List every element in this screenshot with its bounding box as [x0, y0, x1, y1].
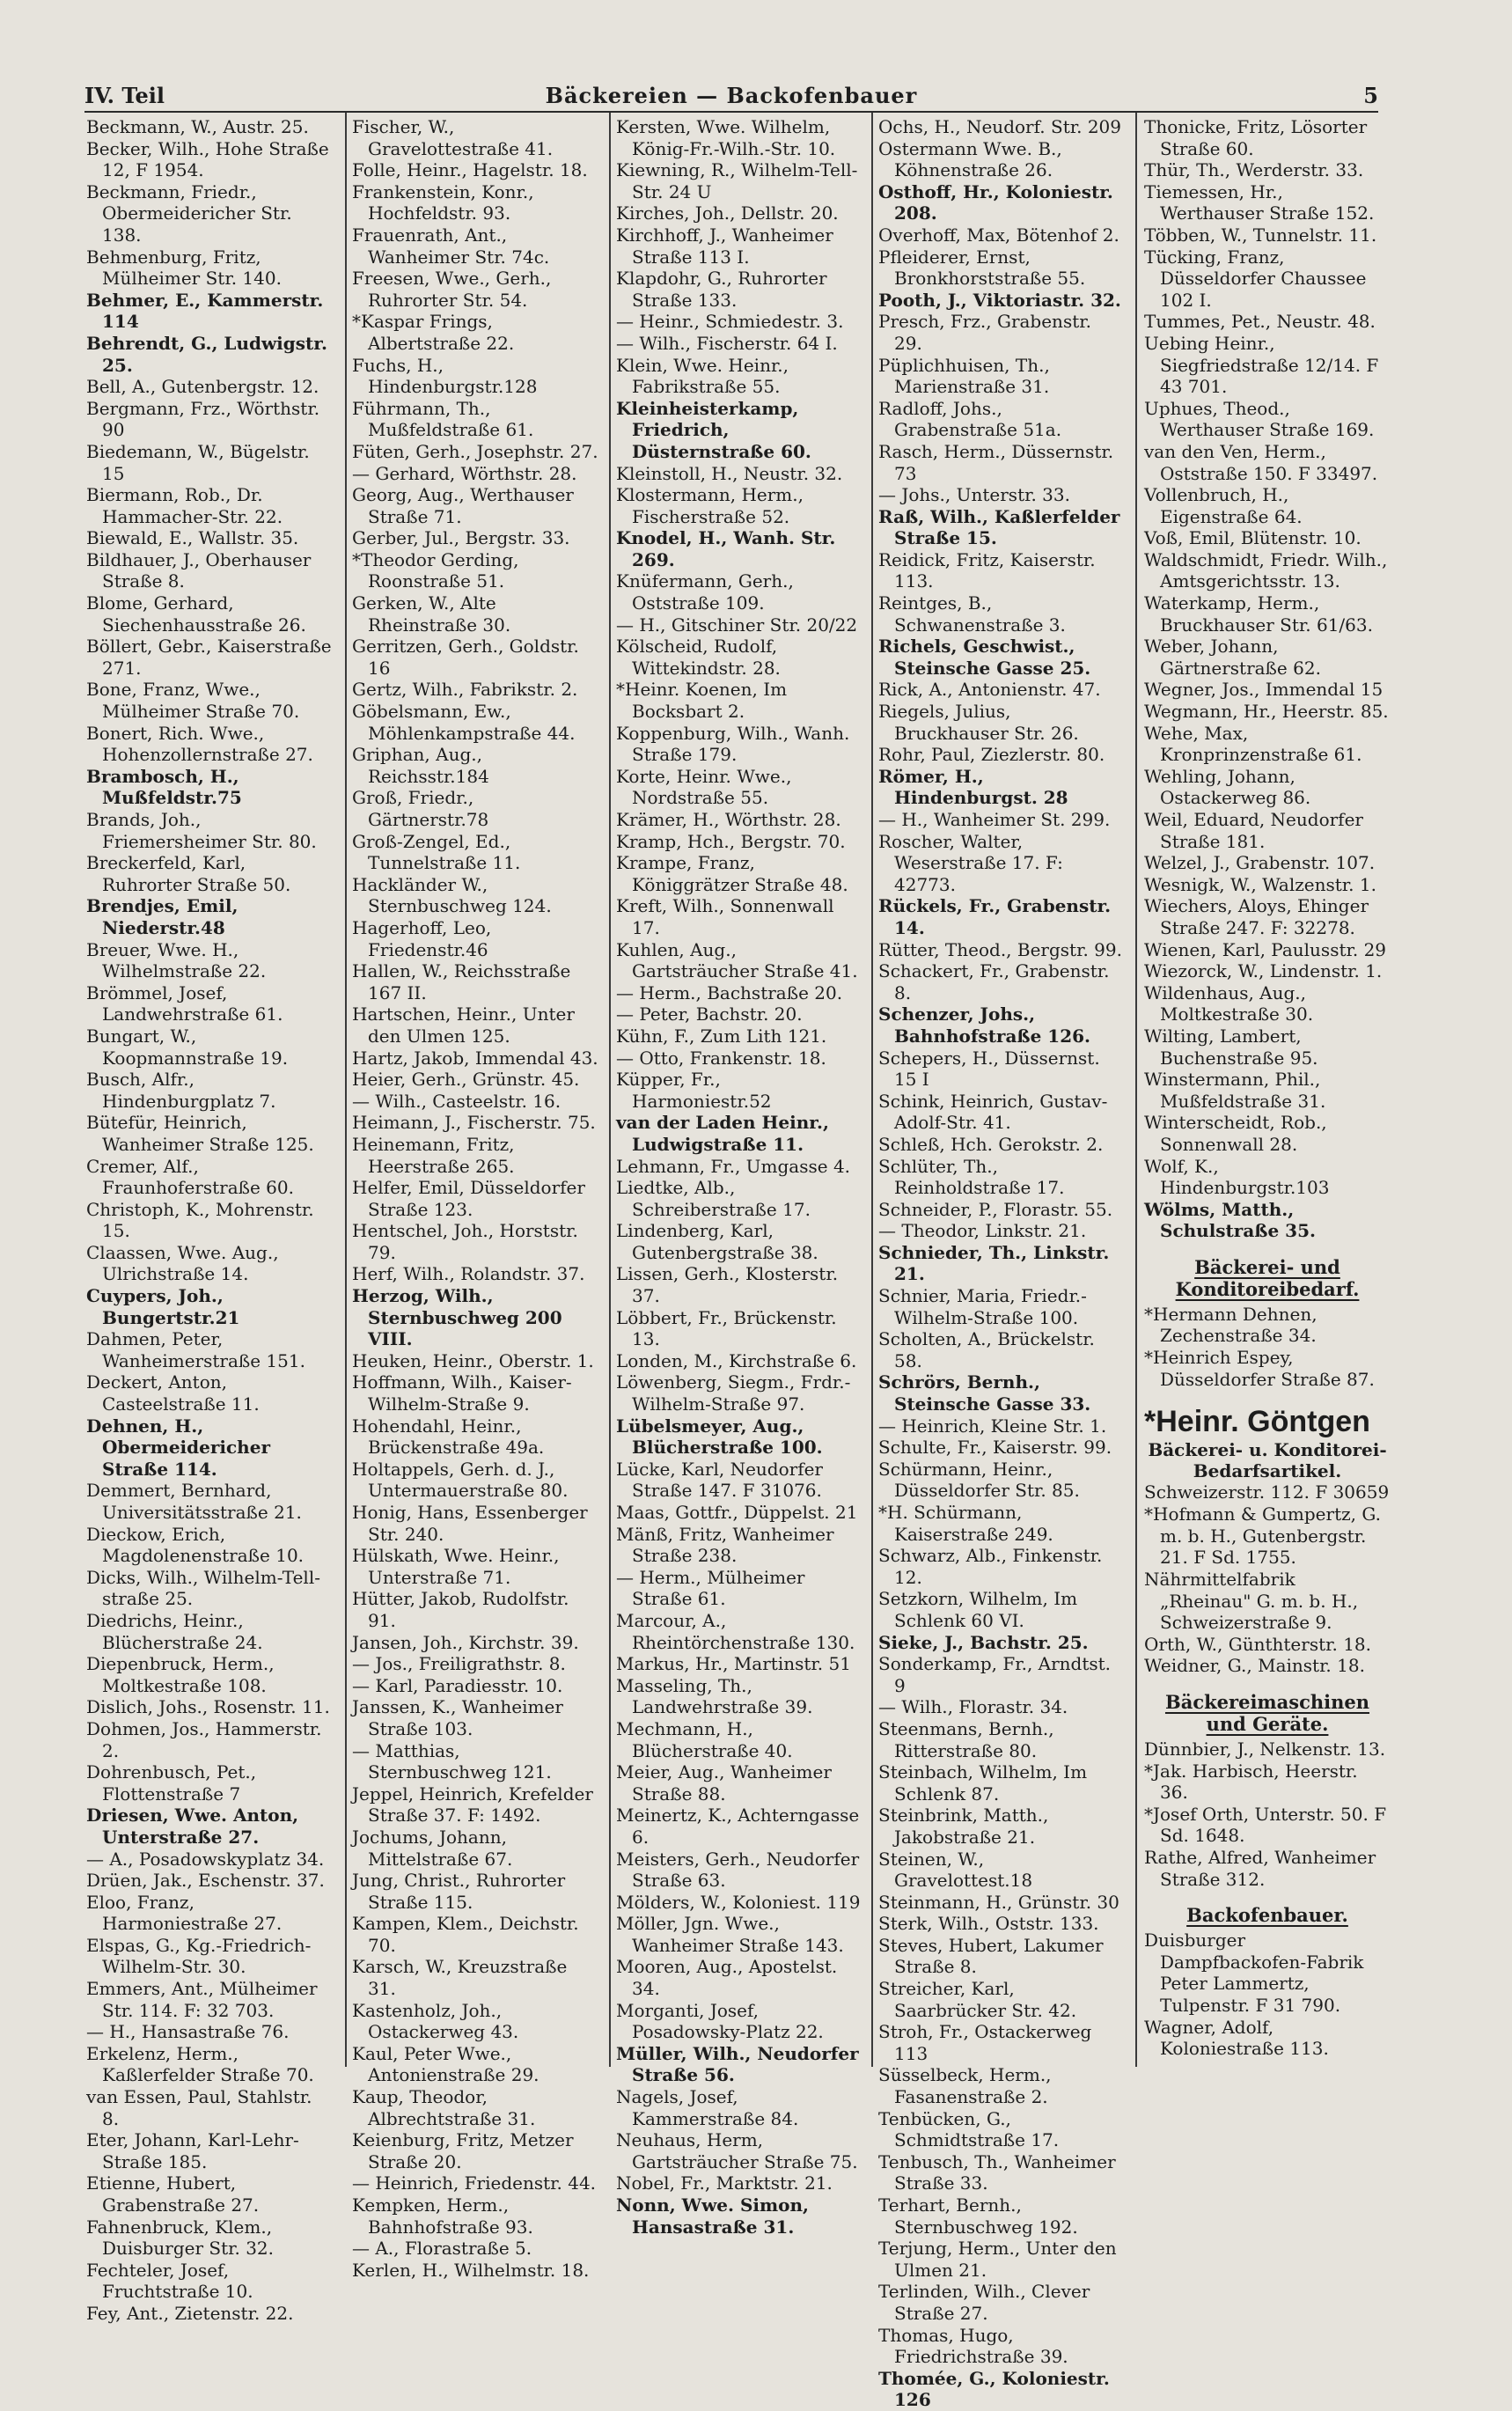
directory-entry: Thomée, G., Koloniestr. 126 — [878, 2367, 1110, 2411]
directory-entry: Bungart, W., Koopmannstraße 19. — [86, 1025, 289, 1069]
directory-entry: Bell, A., Gutenbergstr. 12. — [86, 376, 319, 398]
directory-entry: Bonert, Rich. Wwe., Hohenzollernstraße 27. — [86, 722, 313, 766]
column-2 — [352, 116, 598, 2281]
directory-entry: — Peter, Bachstr. 20. — [616, 1003, 803, 1025]
directory-entry: Wilting, Lambert, Buchenstraße 95. — [1144, 1025, 1318, 1069]
directory-entry: Honig, Hans, Essenberger Str. 240. — [352, 1502, 588, 1545]
directory-entry: Mechmann, H., Blücherstraße 40. — [616, 1717, 793, 1761]
directory-entry: van den Ven, Herm., Oststraße 150. F 33497. — [1144, 440, 1378, 484]
directory-entry: Knüfermann, Gerh., Oststraße 109. — [616, 570, 794, 614]
directory-entry: Fahnenbruck, Klem., Duisburger Str. 32. — [86, 2216, 274, 2260]
directory-entry: Behmer, E., Kammerstr. 114 — [86, 289, 324, 333]
directory-entry: Kirchhoff, J., Wanheimer Straße 113 I. — [616, 224, 833, 268]
directory-entry: Süsselbeck, Herm., Fasanenstraße 2. — [878, 2064, 1052, 2108]
column-4 — [878, 116, 1125, 2411]
directory-entry: Brands, Joh., Friemersheimer Str. 80. — [86, 809, 317, 852]
directory-entry: Möller, Jgn. Wwe., Wanheimer Straße 143. — [616, 1913, 844, 1956]
directory-entry: Helfer, Emil, Düsseldorfer Straße 123. — [352, 1177, 585, 1220]
directory-entry: Wesnigk, W., Walzenstr. 1. — [1144, 873, 1376, 895]
directory-entry: Wölms, Matth., Schulstraße 35. — [1144, 1198, 1316, 1242]
directory-entry: Terlinden, Wilh., Clever Straße 27. — [878, 2281, 1090, 2324]
directory-entry: Lücke, Karl, Neudorfer Straße 147. F 31076. — [616, 1458, 823, 1502]
directory-entry: Mänß, Fritz, Wanheimer Straße 238. — [616, 1523, 834, 1567]
directory-entry: Schlüter, Th., Reinholdstraße 17. — [878, 1155, 1065, 1199]
directory-entry: — H., Gitschiner Str. 20/22 — [616, 614, 858, 636]
directory-entry: Claassen, Wwe. Aug., Ulrichstraße 14. — [86, 1241, 279, 1285]
directory-entry: Frankenstein, Konr., Hochfeldstr. 93. — [352, 180, 534, 224]
directory-entry: Rick, A., Antonienstr. 47. — [878, 679, 1101, 701]
directory-entry: Kühn, F., Zum Lith 121. — [616, 1025, 827, 1047]
directory-entry: — Gerhard, Wörthstr. 28. — [352, 462, 577, 484]
directory-entry: Thür, Th., Werderstr. 33. — [1144, 159, 1364, 181]
directory-entry: Schepers, H., Düssernst. 15 I — [878, 1047, 1100, 1091]
directory-entry: Schulte, Fr., Kaiserstr. 99. — [878, 1437, 1112, 1459]
directory-entry: Heier, Gerh., Grünstr. 45. — [352, 1069, 580, 1091]
directory-entry: Wehling, Johann, Ostackerweg 86. — [1144, 765, 1311, 809]
directory-entry: Pooth, J., Viktoriastr. 32. — [878, 289, 1121, 311]
directory-entry: Thomas, Hugo, Friedrichstraße 39. — [878, 2324, 1068, 2368]
directory-entry: Nagels, Josef, Kammerstraße 84. — [616, 2086, 799, 2129]
directory-entry: Biewald, E., Wallstr. 35. — [86, 527, 299, 549]
directory-entry: Elspas, G., Kg.-Friedrich-Wilhelm-Str. 30. — [86, 1934, 312, 1978]
directory-entry: Fey, Ant., Zietenstr. 22. — [86, 2302, 294, 2324]
directory-entry: Georg, Aug., Werthauser Straße 71. — [352, 484, 574, 527]
directory-entry: Korte, Heinr. Wwe., Nordstraße 55. — [616, 765, 792, 809]
directory-entry: Kastenholz, Joh., Ostackerweg 43. — [352, 1999, 519, 2043]
directory-entry: Uphues, Theod., Werthauser Straße 169. — [1144, 397, 1375, 441]
directory-entry: Kleinheisterkamp, Friedrich, Düsternstraße 60. — [616, 397, 811, 462]
directory-entry: Dicks, Wilh., Wilhelm-Tell-straße 25. — [86, 1566, 320, 1610]
directory-entry: Kaup, Theodor, Albrechtstraße 31. — [352, 2086, 536, 2129]
directory-entry: Nobel, Fr., Marktstr. 21. — [616, 2172, 833, 2194]
part-label: IV. Teil — [84, 83, 165, 108]
directory-entry: — Wilh., Florastr. 34. — [878, 1696, 1068, 1718]
directory-entry: Karsch, W., Kreuzstraße 31. — [352, 1956, 568, 2000]
directory-entry: Groß-Zengel, Ed., Tunnelstraße 11. — [352, 830, 521, 874]
directory-entry: Wolf, K., Hindenburgstr.103 — [1144, 1155, 1330, 1199]
directory-entry: — Wilh., Casteelstr. 16. — [352, 1090, 561, 1112]
directory-entry: Krampe, Franz, Königgrätzer Straße 48. — [616, 852, 848, 895]
directory-entry: Keienburg, Fritz, Metzer Straße 20. — [352, 2129, 574, 2172]
directory-entry: Dislich, Johs., Rosenstr. 11. — [86, 1696, 330, 1718]
directory-entry: Waterkamp, Herm., Bruckhauser Str. 61/63. — [1144, 592, 1373, 636]
directory-entry: Brambosch, H., Mußfeldstr.75 — [86, 765, 242, 809]
directory-entry: Wagner, Adolf, Koloniestraße 113. — [1144, 2016, 1329, 2060]
column-5 — [1144, 116, 1391, 2088]
directory-entry: Radloff, Johs., Grabenstraße 51a. — [878, 397, 1062, 441]
page-title: Bäckereien — Backofenbauer — [545, 83, 918, 108]
directory-entry: *Hermann Dehnen, Zechenstraße 34. — [1144, 1303, 1317, 1347]
directory-entry: Többen, W., Tunnelstr. 11. — [1144, 224, 1377, 246]
directory-entry: Welzel, J., Grabenstr. 107. — [1144, 852, 1376, 874]
directory-entry: Fischer, W., Gravelottestraße 41. — [352, 116, 554, 159]
directory-entry: Pfleiderer, Ernst, Bronkhorststraße 55. — [878, 246, 1086, 290]
page-number: 5 — [1363, 83, 1378, 108]
column-3 — [616, 116, 862, 2238]
directory-entry: Koppenburg, Wilh., Wanh. Straße 179. — [616, 722, 850, 766]
directory-entry: *Jak. Harbisch, Heerstr. 36. — [1144, 1760, 1358, 1804]
directory-entry: Orth, W., Günthterstr. 18. — [1144, 1633, 1371, 1655]
directory-entry: Kerlen, H., Wilhelmstr. 18. — [352, 2259, 590, 2281]
directory-entry: Lehmann, Fr., Umgasse 4. — [616, 1155, 851, 1177]
directory-entry: Brömmel, Josef, Landwehrstraße 61. — [86, 981, 283, 1025]
directory-entry: Streicher, Karl, Saarbrücker Str. 42. — [878, 1978, 1077, 2021]
directory-entry: Steinbrink, Matth., Jakobstraße 21. — [878, 1805, 1049, 1848]
directory-entry: Biermann, Rob., Dr. Hammacher-Str. 22. — [86, 484, 283, 527]
directory-entry: Dohrenbusch, Pet., Flottenstraße 7 — [86, 1761, 257, 1805]
column-divider — [345, 113, 347, 2067]
directory-entry: Rasch, Herm., Düssernstr. 73 — [878, 440, 1114, 484]
directory-entry: Etienne, Hubert, Grabenstraße 27. — [86, 2172, 260, 2216]
directory-entry: Erkelenz, Herm., Kaßlerfelder Straße 70. — [86, 2042, 314, 2086]
directory-entry: Folle, Heinr., Hagelstr. 18. — [352, 159, 588, 181]
directory-entry: Cremer, Alf., Fraunhoferstraße 60. — [86, 1155, 294, 1199]
directory-entry: Demmert, Bernhard, Universitätsstraße 21. — [86, 1480, 302, 1523]
directory-entry: Heuken, Heinr., Oberstr. 1. — [352, 1349, 594, 1371]
directory-entry: Terhart, Bernh., Sternbuschweg 192. — [878, 2194, 1078, 2238]
directory-entry: Kiewning, R., Wilhelm-Tell-Str. 24 U — [616, 159, 858, 202]
directory-entry: Sieke, J., Bachstr. 25. — [878, 1631, 1089, 1653]
directory-entry: Küpper, Fr., Harmoniestr.52 — [616, 1069, 772, 1112]
directory-entry: Stroh, Fr., Ostackerweg 113 — [878, 2021, 1092, 2064]
directory-entry: Dieckow, Erich, Magdolenenstraße 10. — [86, 1523, 305, 1567]
directory-entry: Steinbach, Wilhelm, Im Schlenk 87. — [878, 1761, 1088, 1805]
directory-entry: Klostermann, Herm., Fischerstraße 52. — [616, 484, 804, 527]
directory-entry: Jochums, Johann, Mittelstraße 67. — [352, 1826, 513, 1870]
directory-entry: Blome, Gerhard, Siechenhausstraße 26. — [86, 592, 306, 636]
directory-entry: Freesen, Wwe., Gerh., Ruhrorter Str. 54. — [352, 268, 552, 311]
directory-entry: — Heinr., Schmiedestr. 3. — [616, 311, 844, 333]
directory-entry: Janssen, K., Wanheimer Straße 103. — [352, 1696, 563, 1739]
directory-entry: Jansen, Joh., Kirchstr. 39. — [352, 1631, 579, 1653]
directory-entry: Busch, Alfr., Hindenburgplatz 7. — [86, 1069, 276, 1112]
directory-entry: Waldschmidt, Friedr. Wilh., Amtsgerichtsstr. 13. — [1144, 548, 1388, 592]
directory-entry: Heinemann, Fritz, Heerstraße 265. — [352, 1133, 515, 1177]
directory-entry: Wiezorck, W., Lindenstr. 1. — [1144, 960, 1383, 982]
directory-entry: Behrendt, G., Ludwigstr. 25. — [86, 332, 327, 376]
directory-entry: Hoffmann, Wilh., Kaiser-Wilhelm-Straße 9. — [352, 1371, 572, 1415]
directory-entry: Fechteler, Josef, Fruchtstraße 10. — [86, 2259, 253, 2303]
directory-entry: van Essen, Paul, Stahlstr. 8. — [86, 2086, 312, 2129]
directory-entry: Setzkorn, Wilhelm, Im Schlenk 60 VI. — [878, 1588, 1078, 1631]
directory-entry: *Kaspar Frings, Albertstraße 22. — [352, 311, 515, 354]
directory-entry: Schnier, Maria, Friedr.-Wilhelm-Straße 100. — [878, 1285, 1087, 1328]
directory-entry: Weil, Eduard, Neudorfer Straße 181. — [1144, 809, 1363, 852]
directory-entry: Schürmann, Heinr., Düsseldorfer Str. 85. — [878, 1458, 1080, 1502]
directory-entry: Schneider, P., Florastr. 55. — [878, 1198, 1113, 1220]
directory-entry: — A., Posadowskyplatz 34. — [86, 1848, 325, 1870]
directory-entry: — Wilh., Fischerstr. 64 I. — [616, 332, 838, 354]
directory-entry: Ostermann Wwe. B., Köhnenstraße 26. — [878, 137, 1062, 181]
directory-entry: Lindenberg, Karl, Gutenbergstraße 38. — [616, 1220, 818, 1263]
directory-entry: Wildenhaus, Aug., Moltkestraße 30. — [1144, 981, 1314, 1025]
directory-entry: Gerritzen, Gerh., Goldstr. 16 — [352, 636, 579, 679]
header-rule — [84, 111, 1378, 113]
oven-builders-list — [1144, 1930, 1391, 2060]
directory-entry: Jung, Christ., Ruhrorter Straße 115. — [352, 1870, 566, 1913]
directory-entry: Eter, Johann, Karl-Lehr-Straße 185. — [86, 2129, 299, 2172]
directory-entry: Neuhaus, Herm, Gartsträucher Straße 75. — [616, 2129, 858, 2172]
directory-entry: Behmenburg, Fritz, Mülheimer Str. 140. — [86, 246, 282, 290]
directory-entry: Kramp, Hch., Bergstr. 70. — [616, 830, 846, 852]
directory-entry: Göbelsmann, Ew., Möhlenkampstraße 44. — [352, 701, 576, 744]
directory-entry: Osthoff, Hr., Koloniestr. 208. — [878, 180, 1113, 224]
directory-entry: Biedemann, W., Bügelstr. 15 — [86, 440, 310, 484]
directory-entry: Wehe, Max, Kronprinzenstraße 61. — [1144, 722, 1362, 766]
directory-entry: Londen, M., Kirchstraße 6. — [616, 1349, 857, 1371]
directory-entry: Schleß, Hch. Gerokstr. 2. — [878, 1133, 1104, 1155]
directory-entry: Kölscheid, Rudolf, Wittekindstr. 28. — [616, 636, 781, 679]
directory-entry: Marcour, A., Rheintörchenstraße 130. — [616, 1609, 855, 1653]
directory-entry: van der Laden Heinr., Ludwigstraße 11. — [616, 1112, 829, 1155]
directory-entry: Christoph, K., Mohrenstr. 15. — [86, 1198, 314, 1242]
directory-entry: Becker, Wilh., Hohe Straße 12, F 1954. — [86, 137, 329, 181]
directory-entry: Wegmann, Hr., Heerstr. 85. — [1144, 701, 1389, 723]
directory-entry: Rathe, Alfred, Wanheimer Straße 312. — [1144, 1846, 1376, 1890]
directory-entry: Frauenrath, Ant., Wanheimer Str. 74c. — [352, 224, 550, 268]
directory-entry: Diepenbruck, Herm., Moltkestraße 108. — [86, 1653, 275, 1696]
directory-entry: — Matthias, Sternbuschweg 121. — [352, 1739, 552, 1783]
directory-entry: Steenmans, Bernh., Ritterstraße 80. — [878, 1717, 1054, 1761]
directory-entry: *Heinr. Koenen, Im Bocksbart 2. — [616, 679, 788, 723]
directory-entry: Steves, Hubert, Lakumer Straße 8. — [878, 1934, 1104, 1978]
ad-address: Schweizerstr. 112. F 30659 — [1144, 1481, 1390, 1503]
directory-entry: Bildhauer, J., Oberhauser Straße 8. — [86, 548, 312, 592]
directory-entry: — A., Florastraße 5. — [352, 2238, 532, 2260]
directory-entry: Heimann, J., Fischerstr. 75. — [352, 1112, 596, 1134]
directory-entry: Winstermann, Phil., Mußfeldstraße 31. — [1144, 1069, 1326, 1112]
ad-company-name: *Heinr. Göntgen — [1144, 1405, 1370, 1439]
column-divider — [1135, 113, 1137, 2067]
directory-entry: — H., Hansastraße 76. — [86, 2021, 290, 2043]
directory-entry: Griphan, Aug., Reichsstr.184 — [352, 744, 489, 787]
directory-entry: Kempken, Herm., Bahnhofstraße 93. — [352, 2194, 533, 2238]
directory-entry: Holtappels, Gerh. d. J., Untermauerstraße 80. — [352, 1458, 569, 1502]
directory-entry: Klapdohr, G., Ruhrorter Straße 133. — [616, 268, 827, 311]
section-heading-bakery-supplies: Bäckerei- und Konditoreibedarf. — [1175, 1255, 1360, 1300]
directory-entry: Kampen, Klem., Deichstr. 70. — [352, 1913, 579, 1956]
directory-entry: Wiechers, Aloys, Ehinger Straße 247. F: 32278. — [1144, 895, 1369, 938]
directory-entry: Reintges, B., Schwanenstraße 3. — [878, 592, 1066, 636]
directory-entry: Kreft, Wilh., Sonnenwall 17. — [616, 895, 834, 938]
directory-entry: Hallen, W., Reichsstraße 167 II. — [352, 960, 571, 1003]
directory-entry: Breuer, Wwe. H., Wilhelmstraße 22. — [86, 938, 267, 982]
directory-entry: Thonicke, Fritz, Lösorter Straße 60. — [1144, 116, 1368, 159]
directory-entry: Herf, Wilh., Rolandstr. 37. — [352, 1263, 585, 1285]
directory-entry: Breckerfeld, Karl, Ruhrorter Straße 50. — [86, 852, 291, 895]
directory-entry: *Heinrich Espey, Düsseldorfer Straße 87. — [1144, 1347, 1375, 1390]
directory-entry: — Heinrich, Friedenstr. 44. — [352, 2172, 597, 2194]
directory-entry: Gerken, W., Alte Rheinstraße 30. — [352, 592, 511, 636]
directory-entry: Groß, Friedr., Gärtnerstr.78 — [352, 787, 489, 830]
directory-entry: Müller, Wilh., Neudorfer Straße 56. — [616, 2042, 859, 2086]
directory-entry: Römer, H., Hindenburgst. 28 — [878, 765, 1068, 809]
directory-entry: Meier, Aug., Wanheimer Straße 88. — [616, 1761, 832, 1805]
directory-entry: — H., Wanheimer St. 299. — [878, 809, 1111, 830]
directory-entry: *Hofmann & Gumpertz, G. m. b. H., Gutenbergstr. 21. F Sd. 1755. — [1144, 1503, 1381, 1569]
directory-entry: Schwarz, Alb., Finkenstr. 12. — [878, 1545, 1103, 1588]
directory-entry: Bergmann, Frz., Wörthstr. 90 — [86, 397, 320, 441]
directory-entry: Roscher, Walter, Weserstraße 17. F: 42773. — [878, 830, 1063, 895]
section-heading-oven-builders: Backofenbauer. — [1186, 1904, 1348, 1927]
directory-entry: Emmers, Ant., Mülheimer Str. 114. F: 32 703. — [86, 1978, 318, 2021]
directory-entry: Hohendahl, Heinr., Brückenstraße 49a. — [352, 1415, 545, 1459]
advertisement-goentgen — [1144, 1404, 1391, 1503]
directory-entry: Terjung, Herm., Unter den Ulmen 21. — [878, 2238, 1117, 2281]
directory-entry: Hackländer W., Sternbuschweg 124. — [352, 873, 552, 917]
directory-entry: Tiemessen, Hr., Werthauser Straße 152. — [1144, 180, 1375, 224]
directory-entry: Liedtke, Alb., Schreiberstraße 17. — [616, 1177, 811, 1220]
directory-entry: Beckmann, W., Austr. 25. — [86, 116, 309, 137]
directory-entry: Markus, Hr., Martinstr. 51 — [616, 1653, 851, 1675]
directory-entry: Morganti, Josef, Posadowsky-Platz 22. — [616, 1999, 824, 2043]
directory-entry: Fuchs, H., Hindenburgstr.128 — [352, 354, 538, 398]
bakery-supplies-list-continued — [1144, 1503, 1391, 1677]
directory-entry: Steinmann, H., Grünstr. 30 — [878, 1891, 1119, 1913]
directory-entry: Rückels, Fr., Grabenstr. 14. — [878, 895, 1112, 938]
directory-entry: Overhoff, Max, Bötenhof 2. — [878, 224, 1119, 246]
directory-entry: Hülskath, Wwe. Heinr., Unterstraße 71. — [352, 1545, 560, 1588]
directory-entry: Kaul, Peter Wwe., Antonienstraße 29. — [352, 2042, 539, 2086]
directory-entry: Kleinstoll, H., Neustr. 32. — [616, 462, 843, 484]
directory-entry: Steinen, W., Gravelottest.18 — [878, 1848, 1033, 1892]
directory-entry: Rütter, Theod., Bergstr. 99. — [878, 938, 1122, 960]
directory-entry: *Theodor Gerding, Roonstraße 51. — [352, 548, 519, 592]
column-divider — [609, 113, 611, 2067]
ad-subtitle: Bäckerei- u. Konditorei-Bedarfsartikel. — [1148, 1439, 1387, 1482]
directory-entry: Scholten, A., Brückelstr. 58. — [878, 1328, 1095, 1371]
directory-entry: Sonderkamp, Fr., Arndtst. 9 — [878, 1653, 1112, 1696]
directory-entry: Beckmann, Friedr., Obermeidericher Str. 138. — [86, 180, 292, 246]
column-5-entries — [1144, 116, 1391, 1242]
directory-entry: Raß, Wilh., Kaßlerfelder Straße 15. — [878, 505, 1120, 549]
directory-entry: Schink, Heinrich, Gustav-Adolf-Str. 41. — [878, 1090, 1108, 1134]
directory-entry: Ochs, H., Neudorf. Str. 209 — [878, 116, 1121, 137]
directory-entry: Deckert, Anton, Casteelstraße 11. — [86, 1371, 260, 1415]
directory-entry: Herzog, Wilh., Sternbuschweg 200 VIII. — [352, 1285, 562, 1350]
directory-entry: Brendjes, Emil, Niederstr.48 — [86, 895, 239, 938]
directory-entry: Mölders, W., Koloniest. 119 — [616, 1891, 861, 1913]
directory-entry: Kersten, Wwe. Wilhelm, König-Fr.-Wilh.-Str. 10. — [616, 116, 836, 159]
directory-entry: Meisters, Gerh., Neudorfer Straße 63. — [616, 1848, 860, 1892]
directory-entry: Cuypers, Joh., Bungertstr.21 — [86, 1285, 240, 1328]
directory-entry: Drüen, Jak., Eschenstr. 37. — [86, 1870, 325, 1892]
directory-entry: Mooren, Aug., Apostelst. 34. — [616, 1956, 838, 2000]
directory-entry: — Johs., Unterstr. 33. — [878, 484, 1070, 506]
directory-entry: Klein, Wwe. Heinr., Fabrikstraße 55. — [616, 354, 789, 398]
column-divider — [871, 113, 873, 2067]
directory-entry: Jeppel, Heinrich, Krefelder Straße 37. F: 1492. — [352, 1783, 593, 1827]
directory-entry: Diedrichs, Heinr., Blücherstraße 24. — [86, 1609, 263, 1653]
directory-entry: Führmann, Th., Mußfeldstraße 61. — [352, 397, 534, 441]
directory-entry: Voß, Emil, Blütenstr. 10. — [1144, 527, 1362, 549]
directory-entry: — Jos., Freiligrathstr. 8. — [352, 1653, 566, 1675]
directory-entry: Sterk, Wilh., Oststr. 133. — [878, 1913, 1099, 1935]
directory-entry: Driesen, Wwe. Anton, Unterstraße 27. — [86, 1805, 299, 1848]
directory-entry: Hartz, Jakob, Immendal 43. — [352, 1047, 598, 1069]
directory-entry: Nährmittelfabrik „Rheinau" G. m. b. H., Schweizerstraße 9. — [1144, 1569, 1359, 1634]
directory-entry: Riegels, Julius, Bruckhauser Str. 26. — [878, 701, 1079, 744]
directory-entry: Rohr, Paul, Ziezlerstr. 80. — [878, 744, 1105, 766]
directory-entry: Krämer, H., Wörthstr. 28. — [616, 809, 841, 830]
directory-entry: Kuhlen, Aug., Gartsträucher Straße 41. — [616, 938, 858, 982]
directory-entry: Löwenberg, Siegm., Frdr.-Wilhelm-Straße 97. — [616, 1371, 851, 1415]
directory-entry: Masseling, Th., Landwehrstraße 39. — [616, 1674, 813, 1718]
directory-entry: Reidick, Fritz, Kaiserstr. 113. — [878, 548, 1096, 592]
section-heading-bakery-machines: Bäckereimaschinen und Geräte. — [1164, 1691, 1370, 1735]
directory-entry: Kirches, Joh., Dellstr. 20. — [616, 202, 839, 224]
bakery-supplies-list — [1144, 1304, 1391, 1390]
directory-entry: Schnieder, Th., Linkstr. 21. — [878, 1241, 1110, 1285]
directory-entry: Tummes, Pet., Neustr. 48. — [1144, 311, 1376, 333]
directory-entry: — Heinrich, Kleine Str. 1. — [878, 1415, 1107, 1437]
directory-entry: — Theodor, Linkstr. 21. — [878, 1220, 1087, 1242]
directory-entry: Duisburger Dampfbackofen-Fabrik Peter Lammertz, Tulpenstr. F 31 790. — [1144, 1930, 1364, 2016]
directory-entry: Uebing Heinr., Siegfriedstraße 12/14. F 43 701. — [1144, 332, 1379, 398]
directory-entry: — Herm., Mülheimer Straße 61. — [616, 1566, 805, 1610]
directory-entry: *Josef Orth, Unterstr. 50. F Sd. 1648. — [1144, 1803, 1387, 1847]
directory-entry: Winterscheidt, Rob., Sonnenwall 28. — [1144, 1112, 1327, 1155]
directory-entry: Nonn, Wwe. Simon, Hansastraße 31. — [616, 2194, 810, 2238]
directory-entry: Tenbücken, G., Schmidtstraße 17. — [878, 2107, 1060, 2151]
directory-entry: — Otto, Frankenstr. 18. — [616, 1047, 826, 1069]
directory-entry: Weidner, G., Mainstr. 18. — [1144, 1655, 1365, 1677]
directory-entry: Vollenbruch, H., Eigenstraße 64. — [1144, 484, 1303, 527]
directory-entry: Eloo, Franz, Harmoniestraße 27. — [86, 1891, 283, 1935]
directory-entry: Dehnen, H., Obermeidericher Straße 114. — [86, 1415, 270, 1480]
directory-entry: Maas, Gottfr., Düppelst. 21 — [616, 1502, 858, 1523]
directory-entry: Dohmen, Jos., Hammerstr. 2. — [86, 1717, 322, 1761]
directory-entry: Püplichhuisen, Th., Marienstraße 31. — [878, 354, 1050, 398]
directory-entry: Wegner, Jos., Immendal 15 — [1144, 679, 1384, 701]
directory-entry: Schackert, Fr., Grabenstr. 8. — [878, 960, 1110, 1003]
directory-entry: Tenbusch, Th., Wanheimer Straße 33. — [878, 2150, 1116, 2194]
directory-entry: Meinertz, K., Achterngasse 6. — [616, 1805, 860, 1848]
directory-entry: Hagerhoff, Leo, Friedenstr.46 — [352, 916, 492, 960]
directory-entry: Richels, Geschwist., Steinsche Gasse 25. — [878, 636, 1091, 679]
directory-entry: *H. Schürmann, Kaiserstraße 249. — [878, 1502, 1053, 1545]
directory-entry: — Karl, Paradiesstr. 10. — [352, 1674, 563, 1696]
directory-entry: Gerber, Jul., Bergstr. 33. — [352, 527, 570, 549]
directory-entry: Bone, Franz, Wwe., Mülheimer Straße 70. — [86, 679, 300, 723]
directory-entry: Knodel, H., Wanh. Str. 269. — [616, 527, 836, 570]
directory-entry: Hütter, Jakob, Rudolfstr. 91. — [352, 1588, 569, 1631]
column-1 — [86, 116, 333, 2324]
directory-entry: Hentschel, Joh., Horststr. 79. — [352, 1220, 578, 1263]
bakery-machines-list — [1144, 1738, 1391, 1890]
directory-entry: Böllert, Gebr., Kaiserstraße 271. — [86, 636, 332, 679]
directory-entry: Füten, Gerh., Josephstr. 27. — [352, 440, 598, 462]
directory-entry: — Herm., Bachstraße 20. — [616, 981, 843, 1003]
directory-entry: Schenzer, Johs., Bahnhofstraße 126. — [878, 1003, 1091, 1047]
directory-entry: Lissen, Gerh., Klosterstr. 37. — [616, 1263, 839, 1307]
directory-entry: Schrörs, Bernh., Steinsche Gasse 33. — [878, 1371, 1091, 1415]
directory-entry: Presch, Frz., Grabenstr. 29. — [878, 311, 1091, 354]
directory-entry: Wienen, Karl, Paulusstr. 29 — [1144, 938, 1387, 960]
directory-entry: Hartschen, Heinr., Unter den Ulmen 125. — [352, 1003, 575, 1047]
directory-entry: Lübelsmeyer, Aug., Blücherstraße 100. — [616, 1415, 823, 1459]
directory-entry: Dünnbier, J., Nelkenstr. 13. — [1144, 1738, 1386, 1760]
directory-entry: Dahmen, Peter, Wanheimerstraße 151. — [86, 1328, 305, 1371]
directory-entry: Bütefür, Heinrich, Wanheimer Straße 125. — [86, 1112, 314, 1155]
directory-entry: Gertz, Wilh., Fabrikstr. 2. — [352, 679, 578, 701]
directory-entry: Weber, Johann, Gärtnerstraße 62. — [1144, 636, 1321, 679]
directory-entry: Tücking, Franz, Düsseldorfer Chaussee 102 I. — [1144, 246, 1367, 311]
directory-entry: Löbbert, Fr., Brückenstr. 13. — [616, 1306, 837, 1350]
